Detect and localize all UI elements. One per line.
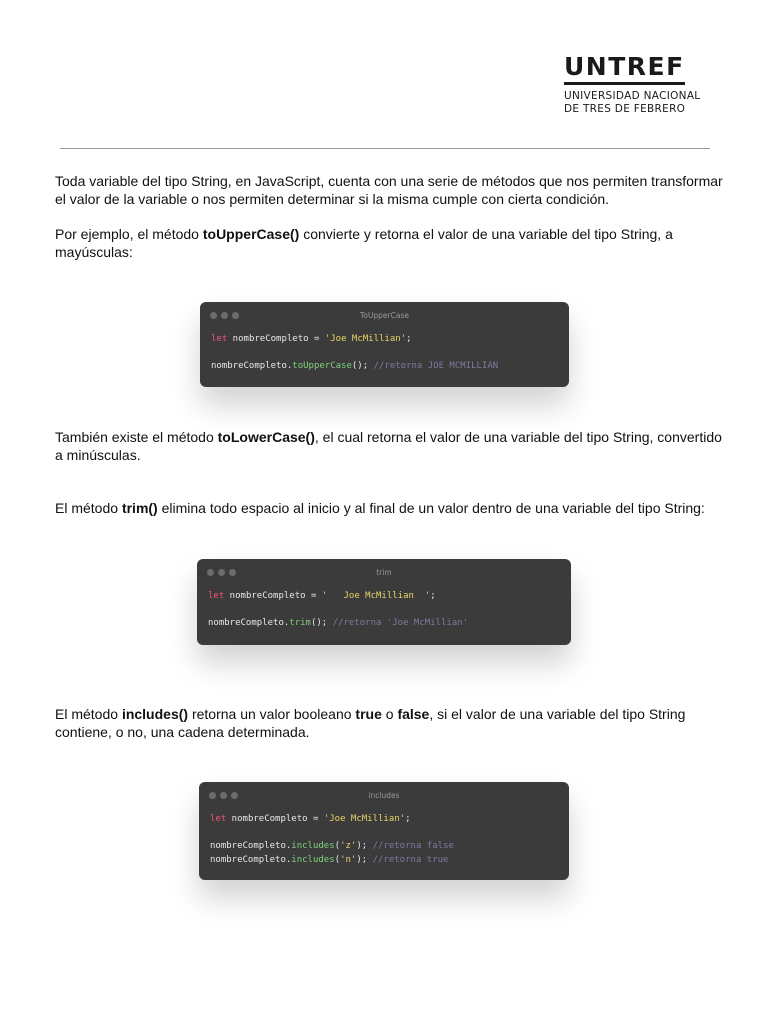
code-function: includes [291, 855, 335, 865]
code-string: 'z' [340, 841, 357, 851]
code-keyword: let [210, 814, 227, 824]
code-line [208, 618, 468, 628]
code-text: nombreCompleto = [226, 814, 324, 824]
text-span: elimina todo espacio al inicio y al final de un valor dentro de una variable del tipo String: [157, 500, 705, 516]
code-text: nombreCompleto = [224, 591, 322, 601]
touppercase-paragraph [55, 226, 725, 261]
code-text: ; [406, 334, 412, 344]
method-name: trim() [121, 500, 158, 516]
text-span: , el cual retorna el valor de una variable del tipo String, convertido a minúsculas. [55, 429, 722, 463]
code-block-title: ToUpperCase [360, 311, 409, 320]
tolowercase-paragraph [55, 429, 725, 464]
method-name: toLowerCase() [217, 429, 315, 445]
code-text: nombreCompleto. [211, 361, 293, 371]
code-comment: //retorna JOE MCMILLIAN [373, 361, 499, 371]
code-comment: //retorna true [372, 855, 449, 865]
code-keyword: let [208, 591, 225, 601]
code-text: nombreCompleto. [210, 855, 292, 865]
bold-false: false [397, 706, 430, 722]
code-block-touppercase [200, 302, 569, 387]
code-text: ( [334, 855, 341, 865]
code-text: (); [310, 618, 333, 628]
code-text: nombreCompleto. [208, 618, 290, 628]
text-span: retorna un valor booleano [188, 706, 356, 722]
logo-subtitle [564, 90, 700, 116]
code-line [210, 841, 454, 851]
code-string: ' Joe McMillian ' [321, 591, 431, 601]
code-comment: //retorna 'Joe McMillian' [332, 618, 469, 628]
text-span: El método [55, 706, 122, 722]
code-text: nombreCompleto. [210, 841, 292, 851]
method-name: includes() [121, 706, 189, 722]
code-function: trim [289, 618, 311, 628]
text-span: Por ejemplo, el método [55, 226, 203, 242]
bold-true: true [355, 706, 382, 722]
code-string: 'n' [340, 855, 357, 865]
method-name: toUpperCase() [202, 226, 300, 242]
logo-subtitle-line1: UNIVERSIDAD NACIONAL [564, 90, 701, 102]
code-text: ; [430, 591, 436, 601]
code-line [210, 855, 448, 865]
code-text: ; [405, 814, 411, 824]
text-span: , si el valor de una variable del tipo String contiene, o no, una cadena determinada. [55, 706, 686, 740]
code-comment: //retorna false [372, 841, 454, 851]
code-text: nombreCompleto = [227, 334, 325, 344]
code-block-trim [197, 559, 571, 645]
code-text: ); [356, 841, 373, 851]
code-function: toUpperCase [292, 361, 352, 371]
intro-paragraph: Toda variable del tipo String, en JavaScript, cuenta con una serie de métodos que nos permiten transformar el valor de la variable o nos permiten determinar si la misma cumple con cierta condición. [55, 173, 723, 207]
text-span: o [381, 706, 398, 722]
code-string: 'Joe McMillian' [323, 814, 406, 824]
code-keyword: let [211, 334, 228, 344]
code-block-title: includes [368, 791, 400, 800]
code-function: includes [291, 841, 335, 851]
code-text: (); [351, 361, 374, 371]
code-line [211, 361, 498, 371]
header-divider [60, 148, 710, 149]
text-span: convierte y retorna el valor de una variable del tipo String, a mayúsculas: [55, 226, 673, 260]
text-span: El método [55, 500, 122, 516]
trim-paragraph [55, 500, 725, 518]
code-string: 'Joe McMillian' [324, 334, 407, 344]
logo-wordmark: UNTREF [564, 54, 685, 85]
code-line [208, 591, 436, 601]
logo-subtitle-line2: DE TRES DE FEBRERO [564, 103, 686, 115]
text-span: También existe el método [55, 429, 218, 445]
code-line [211, 334, 412, 344]
includes-paragraph [55, 706, 725, 741]
code-text: ); [356, 855, 373, 865]
code-text: ( [334, 841, 341, 851]
code-block-title: trim [376, 568, 392, 577]
code-block-includes [199, 782, 569, 880]
untref-logo [564, 54, 700, 116]
code-line [210, 814, 411, 824]
